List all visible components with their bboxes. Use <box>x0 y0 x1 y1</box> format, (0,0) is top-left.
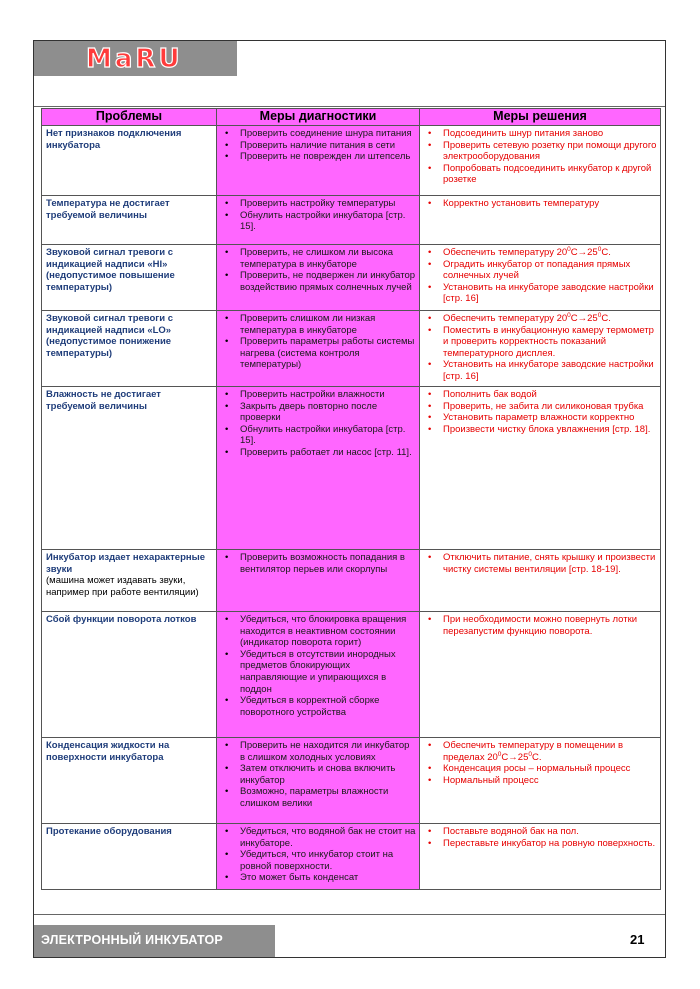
footer-title: ЭЛЕКТРОННЫЙ ИНКУБАТОР <box>41 933 223 947</box>
problem-text: Звуковой сигнал тревоги с индикацией надписи «HI» (недопустимое повышение температуры) <box>46 247 175 293</box>
problem-text: Звуковой сигнал тревоги с индикацией надписи «LO» (недопустимое понижение температуры) <box>46 313 174 359</box>
solution-item: • Попробовать подсоединить инкубатор к другой розетке <box>424 163 657 186</box>
table-row <box>42 196 661 245</box>
diagnostics-cell <box>217 612 420 738</box>
solution-item: • Пополнить бак водой <box>424 389 657 401</box>
table-row <box>42 824 661 890</box>
problem-text: Конденсация жидкости на поверхности инкубатора <box>46 740 170 763</box>
solutions-cell <box>420 824 661 890</box>
solutions-list <box>424 740 657 786</box>
problem-text: Сбой функции поворота лотков <box>46 614 197 625</box>
problem-cell <box>42 550 217 612</box>
diagnostic-item: • Убедиться, что инкубатор стоит на ровной поверхности. <box>221 849 416 872</box>
header-diagnostics: Меры диагностики <box>217 109 420 126</box>
diagnostic-item: • Обнулить настройки инкубатора [стр. 15]. <box>221 424 416 447</box>
table-row <box>42 738 661 824</box>
problem-cell <box>42 311 217 387</box>
problem-text: Инкубатор издает нехарактерные звуки <box>46 552 206 575</box>
problem-cell <box>42 126 217 196</box>
solution-item: • Произвести чистку блока увлажнения [стр. 18]. <box>424 424 657 436</box>
diagnostic-item: • Проверить параметры работы системы нагрева (система контроля температуры) <box>221 336 416 371</box>
problem-cell <box>42 738 217 824</box>
troubleshooting-table <box>41 108 661 890</box>
diagnostic-item: • Проверить не поврежден ли штепсель <box>221 151 416 163</box>
diagnostics-list <box>221 740 416 810</box>
problem-text: Нет признаков подключения инкубатора <box>46 128 182 151</box>
table-row <box>42 550 661 612</box>
table-header-row <box>42 109 661 126</box>
solution-item: • Поставьте водяной бак на пол. <box>424 826 657 838</box>
table-row <box>42 387 661 550</box>
problem-note: (машина может издавать звуки, например при работе вентиляции) <box>46 575 199 598</box>
solutions-cell <box>420 612 661 738</box>
solution-item: • Корректно установить температуру <box>424 198 657 210</box>
problem-cell <box>42 612 217 738</box>
table-row <box>42 612 661 738</box>
diagnostic-item: • Возможно, параметры влажности слишком велики <box>221 786 416 809</box>
problem-cell <box>42 245 217 311</box>
solutions-list <box>424 389 657 435</box>
problem-cell <box>42 196 217 245</box>
diagnostic-item: • Убедиться, что водяной бак не стоит на инкубаторе. <box>221 826 416 849</box>
solution-item: • Поместить в инкубационную камеру термометр и проверить корректность показаний температурного дисплея. <box>424 325 657 360</box>
problem-cell <box>42 824 217 890</box>
solution-item: • Отключить питание, снять крышку и произвести чистку системы вентиляции [стр. 18-19]. <box>424 552 657 575</box>
solution-item: • Нормальный процесс <box>424 775 657 787</box>
diagnostics-list <box>221 313 416 371</box>
diagnostic-item: • Проверить настройку температуры <box>221 198 416 210</box>
diagnostics-cell <box>217 738 420 824</box>
diagnostics-list <box>221 128 416 163</box>
header-solutions: Меры решения <box>420 109 661 126</box>
diagnostics-cell <box>217 387 420 550</box>
diagnostics-list <box>221 552 416 575</box>
problem-text: Влажность не достигает требуемой величины <box>46 389 161 412</box>
diagnostics-cell <box>217 245 420 311</box>
solution-item: • Установить параметр влажности корректно <box>424 412 657 424</box>
problem-cell <box>42 387 217 550</box>
table-row <box>42 245 661 311</box>
solutions-cell <box>420 311 661 387</box>
diagnostic-item: • Проверить наличие питания в сети <box>221 140 416 152</box>
diagnostic-item: • Это может быть конденсат <box>221 872 416 884</box>
solutions-list <box>424 198 657 210</box>
solutions-cell <box>420 245 661 311</box>
solutions-cell <box>420 126 661 196</box>
table-row <box>42 126 661 196</box>
solution-item: • Обеспечить температуру в помещении в пределах $20^0C\to 25^0C$. <box>424 740 657 763</box>
solution-item: • Переставьте инкубатор на ровную поверхность. <box>424 838 657 850</box>
diagnostic-item: • Проверить, не слишком ли высока температура в инкубаторе <box>221 247 416 270</box>
diagnostic-item: • Проверить настройки влажности <box>221 389 416 401</box>
table-row <box>42 311 661 387</box>
maru-logo: MaRU <box>86 44 183 74</box>
diagnostics-cell <box>217 196 420 245</box>
solutions-list <box>424 247 657 305</box>
diagnostics-cell <box>217 311 420 387</box>
solutions-list <box>424 552 657 575</box>
diagnostic-item: • Затем отключить и снова включить инкубатор <box>221 763 416 786</box>
page-number: 21 <box>630 932 645 947</box>
solutions-cell <box>420 738 661 824</box>
header-problems: Проблемы <box>42 109 217 126</box>
solution-item: • Обеспечить температуру $20^0C\to 25^0C$. <box>424 313 657 325</box>
solutions-cell <box>420 196 661 245</box>
footer-divider <box>34 914 665 915</box>
diagnostics-list <box>221 198 416 233</box>
diagnostics-cell <box>217 824 420 890</box>
diagnostic-item: • Убедиться, что блокировка вращения находится в неактивном состоянии (индикатор поворота горит) <box>221 614 416 649</box>
diagnostics-list <box>221 826 416 884</box>
header-divider <box>34 106 665 107</box>
solution-item: • Проверить, не забита ли силиконовая трубка <box>424 401 657 413</box>
solution-item: • Подсоединить шнур питания заново <box>424 128 657 140</box>
diagnostic-item: • Проверить слишком ли низкая температура в инкубаторе <box>221 313 416 336</box>
footer-banner <box>34 925 275 957</box>
diagnostic-item: • Проверить соединение шнура питания <box>221 128 416 140</box>
diagnostic-item: • Проверить работает ли насос [стр. 11]. <box>221 447 416 459</box>
diagnostic-item: • Закрыть дверь повторно после проверки <box>221 401 416 424</box>
solution-item: • Конденсация росы – нормальный процесс <box>424 763 657 775</box>
solution-item: • Установить на инкубаторе заводские настройки [стр. 16] <box>424 282 657 305</box>
solution-item: • Установить на инкубаторе заводские настройки [стр. 16] <box>424 359 657 382</box>
solutions-list <box>424 614 657 637</box>
solutions-cell <box>420 550 661 612</box>
diagnostic-item: • Проверить не находится ли инкубатор в слишком холодных условиях <box>221 740 416 763</box>
diagnostics-list <box>221 614 416 718</box>
solutions-list <box>424 128 657 186</box>
problem-text: Температура не достигает требуемой величины <box>46 198 170 221</box>
diagnostic-item: • Убедиться в отсутствии инородных предметов блокирующих направляющие и упирающихся в поддон <box>221 649 416 695</box>
solution-item: • Обеспечить температуру $20^0C\to 25^0C$. <box>424 247 657 259</box>
diagnostic-item: • Убедиться в корректной сборке поворотного устройства <box>221 695 416 718</box>
solutions-list <box>424 826 657 849</box>
solutions-cell <box>420 387 661 550</box>
diagnostic-item: • Обнулить настройки инкубатора [стр. 15]. <box>221 210 416 233</box>
solution-item: • Оградить инкубатор от попадания прямых солнечных лучей <box>424 259 657 282</box>
diagnostic-item: • Проверить возможность попадания в вентилятор перьев или скорлупы <box>221 552 416 575</box>
diagnostics-list <box>221 389 416 459</box>
solutions-list <box>424 313 657 383</box>
diagnostics-list <box>221 247 416 293</box>
problem-text: Протекание оборудования <box>46 826 172 837</box>
solution-item: • Проверить сетевую розетку при помощи другого электрооборудования <box>424 140 657 163</box>
solution-item: • При необходимости можно повернуть лотки перезапустим функцию поворота. <box>424 614 657 637</box>
diagnostics-cell <box>217 550 420 612</box>
diagnostics-cell <box>217 126 420 196</box>
logo-banner <box>34 41 237 76</box>
diagnostic-item: • Проверить, не подвержен ли инкубатор воздействию прямых солнечных лучей <box>221 270 416 293</box>
